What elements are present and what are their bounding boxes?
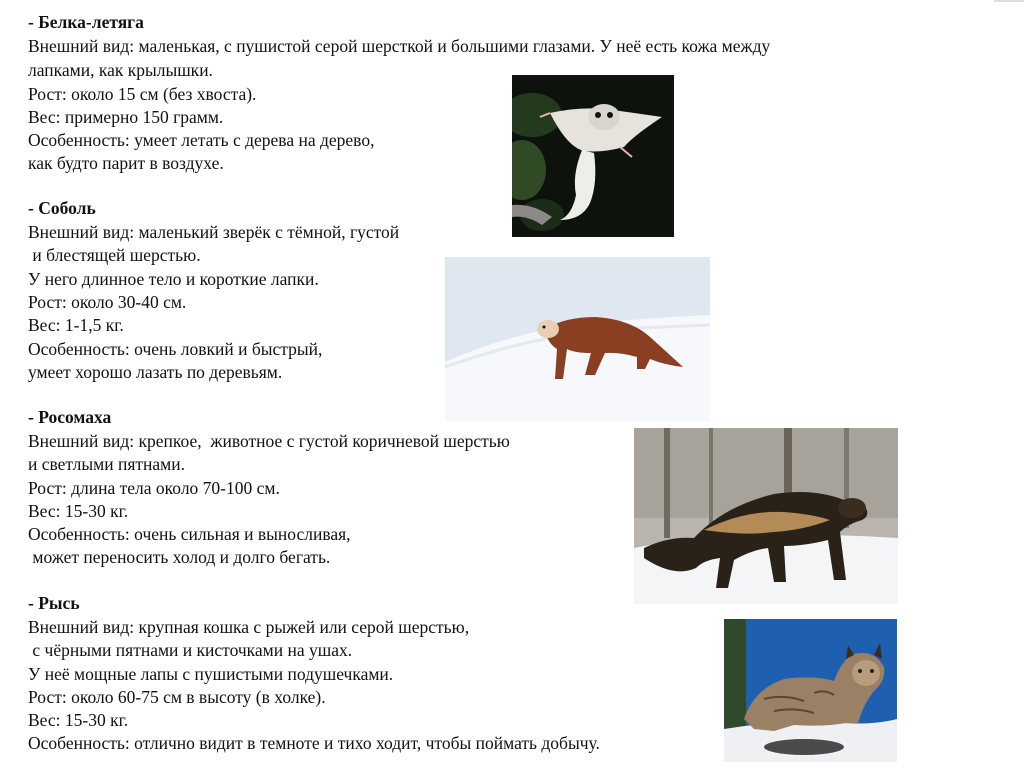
section-text: умеет хорошо лазать по деревьям.: [28, 362, 283, 382]
section-text: Вес: 1-1,5 кг.: [28, 315, 124, 335]
section-text: Рост: длина тела около 70-100 см.: [28, 478, 280, 498]
section-title-flying-squirrel: - Белка-летяга: [28, 12, 144, 32]
section-text: Особенность: очень сильная и выносливая,: [28, 524, 351, 544]
section-text: Внешний вид: маленький зверёк с тёмной, густой: [28, 222, 400, 242]
wolverine-photo: [634, 428, 898, 604]
section-text: может переносить холод и долго бегать.: [28, 547, 331, 567]
section-text: лапками, как крылышки.: [28, 60, 213, 80]
section-title-wolverine: - Росомаха: [28, 407, 112, 427]
section-text: Особенность: умеет летать с дерева на дерево,: [28, 130, 375, 150]
section-text: Внешний вид: маленькая, с пушистой серой шерсткой и большими глазами. У неё есть кожа между: [28, 36, 771, 56]
section-text: У него длинное тело и короткие лапки.: [28, 269, 319, 289]
section-text: и светлыми пятнами.: [28, 454, 185, 474]
section-title-sable: - Соболь: [28, 198, 96, 218]
lynx-photo: [724, 619, 897, 762]
section-text: Рост: около 60-75 см в высоту (в холке).: [28, 687, 326, 707]
section-text: Особенность: отлично видит в темноте и тихо ходит, чтобы поймать добычу.: [28, 733, 600, 753]
section-text: Вес: 15-30 кг.: [28, 501, 129, 521]
corner-decoration: [994, 0, 1024, 12]
section-text: Вес: примерно 150 грамм.: [28, 107, 224, 127]
section-text: Внешний вид: крепкое, животное с густой коричневой шерстью: [28, 431, 510, 451]
section-text: У неё мощные лапы с пушистыми подушечками.: [28, 664, 394, 684]
section-text: как будто парит в воздухе.: [28, 153, 224, 173]
section-text: с чёрными пятнами и кисточками на ушах.: [28, 640, 353, 660]
section-title-lynx: - Рысь: [28, 593, 80, 613]
section-text: Особенность: очень ловкий и быстрый,: [28, 339, 323, 359]
sable-photo: [445, 257, 710, 421]
section-text: и блестящей шерстью.: [28, 245, 201, 265]
section-text: Рост: около 15 см (без хвоста).: [28, 84, 257, 104]
section-text: Вес: 15-30 кг.: [28, 710, 129, 730]
flying-squirrel-photo: [512, 75, 674, 237]
section-text: Внешний вид: крупная кошка с рыжей или серой шерстью,: [28, 617, 470, 637]
section-text: Рост: около 30-40 см.: [28, 292, 187, 312]
